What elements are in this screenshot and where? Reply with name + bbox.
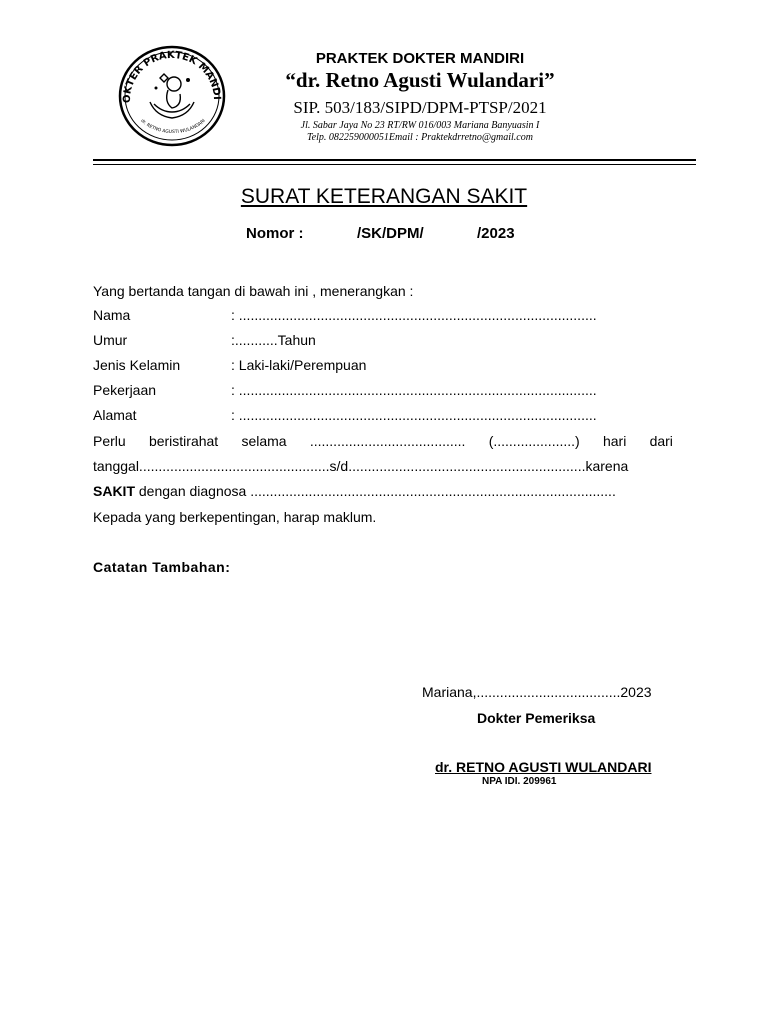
- sakit-label: SAKIT: [93, 483, 135, 499]
- field-value-alamat: : ............................................................................................: [231, 407, 597, 423]
- field-label-umur: Umur: [93, 332, 128, 348]
- header-rule-thin: [93, 164, 696, 165]
- duration-words-blank: (.....................): [488, 433, 580, 449]
- clinic-address: Jl. Sabar Jaya No 23 RT/RW 016/003 Mariana Banyuasin I: [300, 120, 540, 131]
- header-rule-thick: [93, 159, 696, 161]
- word-dari: dari: [649, 433, 673, 449]
- nomor-year: /2023: [477, 225, 515, 242]
- field-label-jenis-kelamin: Jenis Kelamin: [93, 357, 181, 373]
- field-value-umur: :...........Tahun: [231, 332, 316, 348]
- logo-bottom-text: dr. RETNO AGUSTI WULANDARI: [139, 118, 207, 136]
- signer-npa: NPA IDI. 209961: [482, 776, 557, 787]
- rest-period-line: [93, 433, 673, 449]
- clinic-logo: [116, 44, 228, 148]
- diagnosis-blank: dengan diagnosa ..............................................................................................: [135, 483, 616, 499]
- nomor-code: /SK/DPM/: [357, 225, 424, 242]
- field-label-nama: Nama: [93, 307, 131, 323]
- duration-blank: ........................................: [309, 433, 466, 449]
- svg-text:DOKTER PRAKTEK MANDIRI: [116, 44, 222, 103]
- field-label-pekerjaan: Pekerjaan: [93, 382, 157, 398]
- sip-number: SIP. 503/183/SIPD/DPM-PTSP/2021: [293, 98, 547, 117]
- intro-text: Yang bertanda tangan di bawah ini , menerangkan :: [93, 283, 414, 299]
- document-title: SURAT KETERANGAN SAKIT: [240, 185, 528, 208]
- date-range-line: tanggal.................................................s/d.............................................................karena: [93, 458, 629, 474]
- field-value-pekerjaan: : ............................................................................................: [231, 382, 597, 398]
- field-value-jenis-kelamin: : Laki-laki/Perempuan: [231, 357, 367, 373]
- notes-label: Catatan Tambahan:: [93, 559, 231, 575]
- field-value-nama: : ............................................................................................: [231, 307, 597, 323]
- word-hari: hari: [602, 433, 627, 449]
- word-perlu: Perlu: [93, 433, 126, 449]
- signer-name: dr. RETNO AGUSTI WULANDARI: [435, 759, 652, 775]
- place-date: Mariana,.....................................2023: [422, 684, 652, 700]
- signer-role: Dokter Pemeriksa: [477, 710, 596, 726]
- nomor-label: Nomor :: [246, 225, 304, 242]
- closing-text: Kepada yang berkepentingan, harap maklum.: [93, 509, 377, 525]
- doctor-title: “dr. Retno Agusti Wulandari”: [285, 68, 555, 92]
- word-beristirahat: beristirahat: [148, 433, 219, 449]
- svg-text:dr. RETNO AGUSTI WULANDARI: [139, 118, 206, 135]
- word-selama: selama: [241, 433, 287, 449]
- diagnosis-line: [93, 483, 616, 499]
- field-label-alamat: Alamat: [93, 407, 137, 423]
- logo-top-text: OKTER PRAKTEK MANDI: [121, 49, 223, 104]
- clinic-name: PRAKTEK DOKTER MANDIRI: [315, 50, 525, 67]
- clinic-contact: Telp. 082259000051Email : Praktekdrretno@gmail.com: [307, 132, 533, 143]
